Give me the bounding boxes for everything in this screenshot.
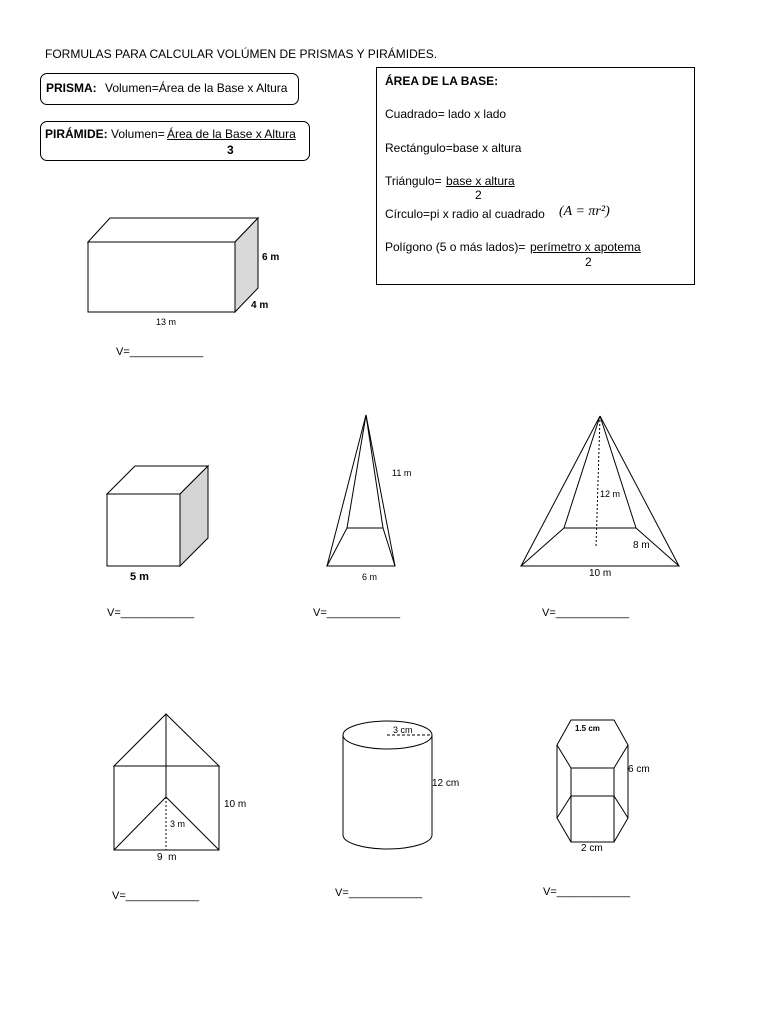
piramide-formula-numerator: Área de la Base x Altura [167,127,296,141]
cylinder-figure [343,721,432,849]
triangular-prism-figure [114,714,219,850]
cuadrado-formula: Cuadrado= lado x lado [385,107,507,121]
pyramid-wide-answer: V=____________ [542,607,630,619]
circulo-equation: (A = πr²) [559,204,610,219]
triangular-prism-answer: V=____________ [112,890,200,902]
triangulo-denominator: 2 [475,188,482,202]
prism1-height-label: 6 m [262,252,280,263]
pyramid-square-answer: V=____________ [313,607,401,619]
square-pyramid-figure [327,415,395,566]
triangular-prism-height-label: 10 m [224,799,247,810]
prism1-depth-label: 4 m [251,300,269,311]
triangular-prism-base-label: 9 m [157,852,177,863]
hexagonal-prism-figure [557,720,628,842]
triangulo-numerator: base x altura [446,174,515,188]
prisma-label: PRISMA: [46,81,97,95]
hexagonal-prism-apothem-label: 1.5 cm [575,724,600,733]
area-base-heading: ÁREA DE LA BASE: [385,74,499,88]
cube-figure [107,466,208,566]
cube-answer: V=____________ [107,607,195,619]
piramide-label: PIRÁMIDE: [45,127,108,141]
piramide-formula-denominator: 3 [227,143,234,157]
page-title: FORMULAS PARA CALCULAR VOLÚMEN DE PRISMAS Y PIRÁMIDES. [45,47,438,61]
poligono-denominator: 2 [585,255,592,269]
poligono-prefix: Polígono (5 o más lados)= [385,240,526,254]
triangular-prism-triangle-height-label: 3 m [170,819,186,829]
piramide-formula-prefix: Volumen= [111,127,165,141]
hexagonal-prism-answer: V=____________ [543,886,631,898]
cube-side-label: 5 m [130,571,149,583]
triangulo-prefix: Triángulo= [385,174,442,188]
circulo-formula: Círculo=pi x radio al cuadrado [385,207,545,221]
prisma-formula: Volumen=Área de la Base x Altura [105,81,288,95]
pyramid-wide-depth-label: 8 m [633,540,650,551]
cylinder-height-label: 12 cm [432,778,460,789]
pyramid-wide-height-label: 12 m [600,489,621,499]
poligono-numerator: perímetro x apotema [530,240,641,254]
prism1-answer: V=____________ [116,346,204,358]
prism1-length-label: 13 m [156,317,177,327]
pyramid-square-base-label: 6 m [362,572,378,582]
hexagonal-prism-side-label: 2 cm [581,843,603,854]
hexagonal-prism-height-label: 6 cm [628,764,650,775]
cylinder-radius-label: 3 cm [393,725,413,735]
pyramid-wide-base-label: 10 m [589,568,612,579]
rectangulo-formula: Rectángulo=base x altura [385,141,522,155]
cylinder-answer: V=____________ [335,887,423,899]
rectangular-prism-figure [88,218,258,312]
pyramid-square-height-label: 11 m [392,468,412,478]
